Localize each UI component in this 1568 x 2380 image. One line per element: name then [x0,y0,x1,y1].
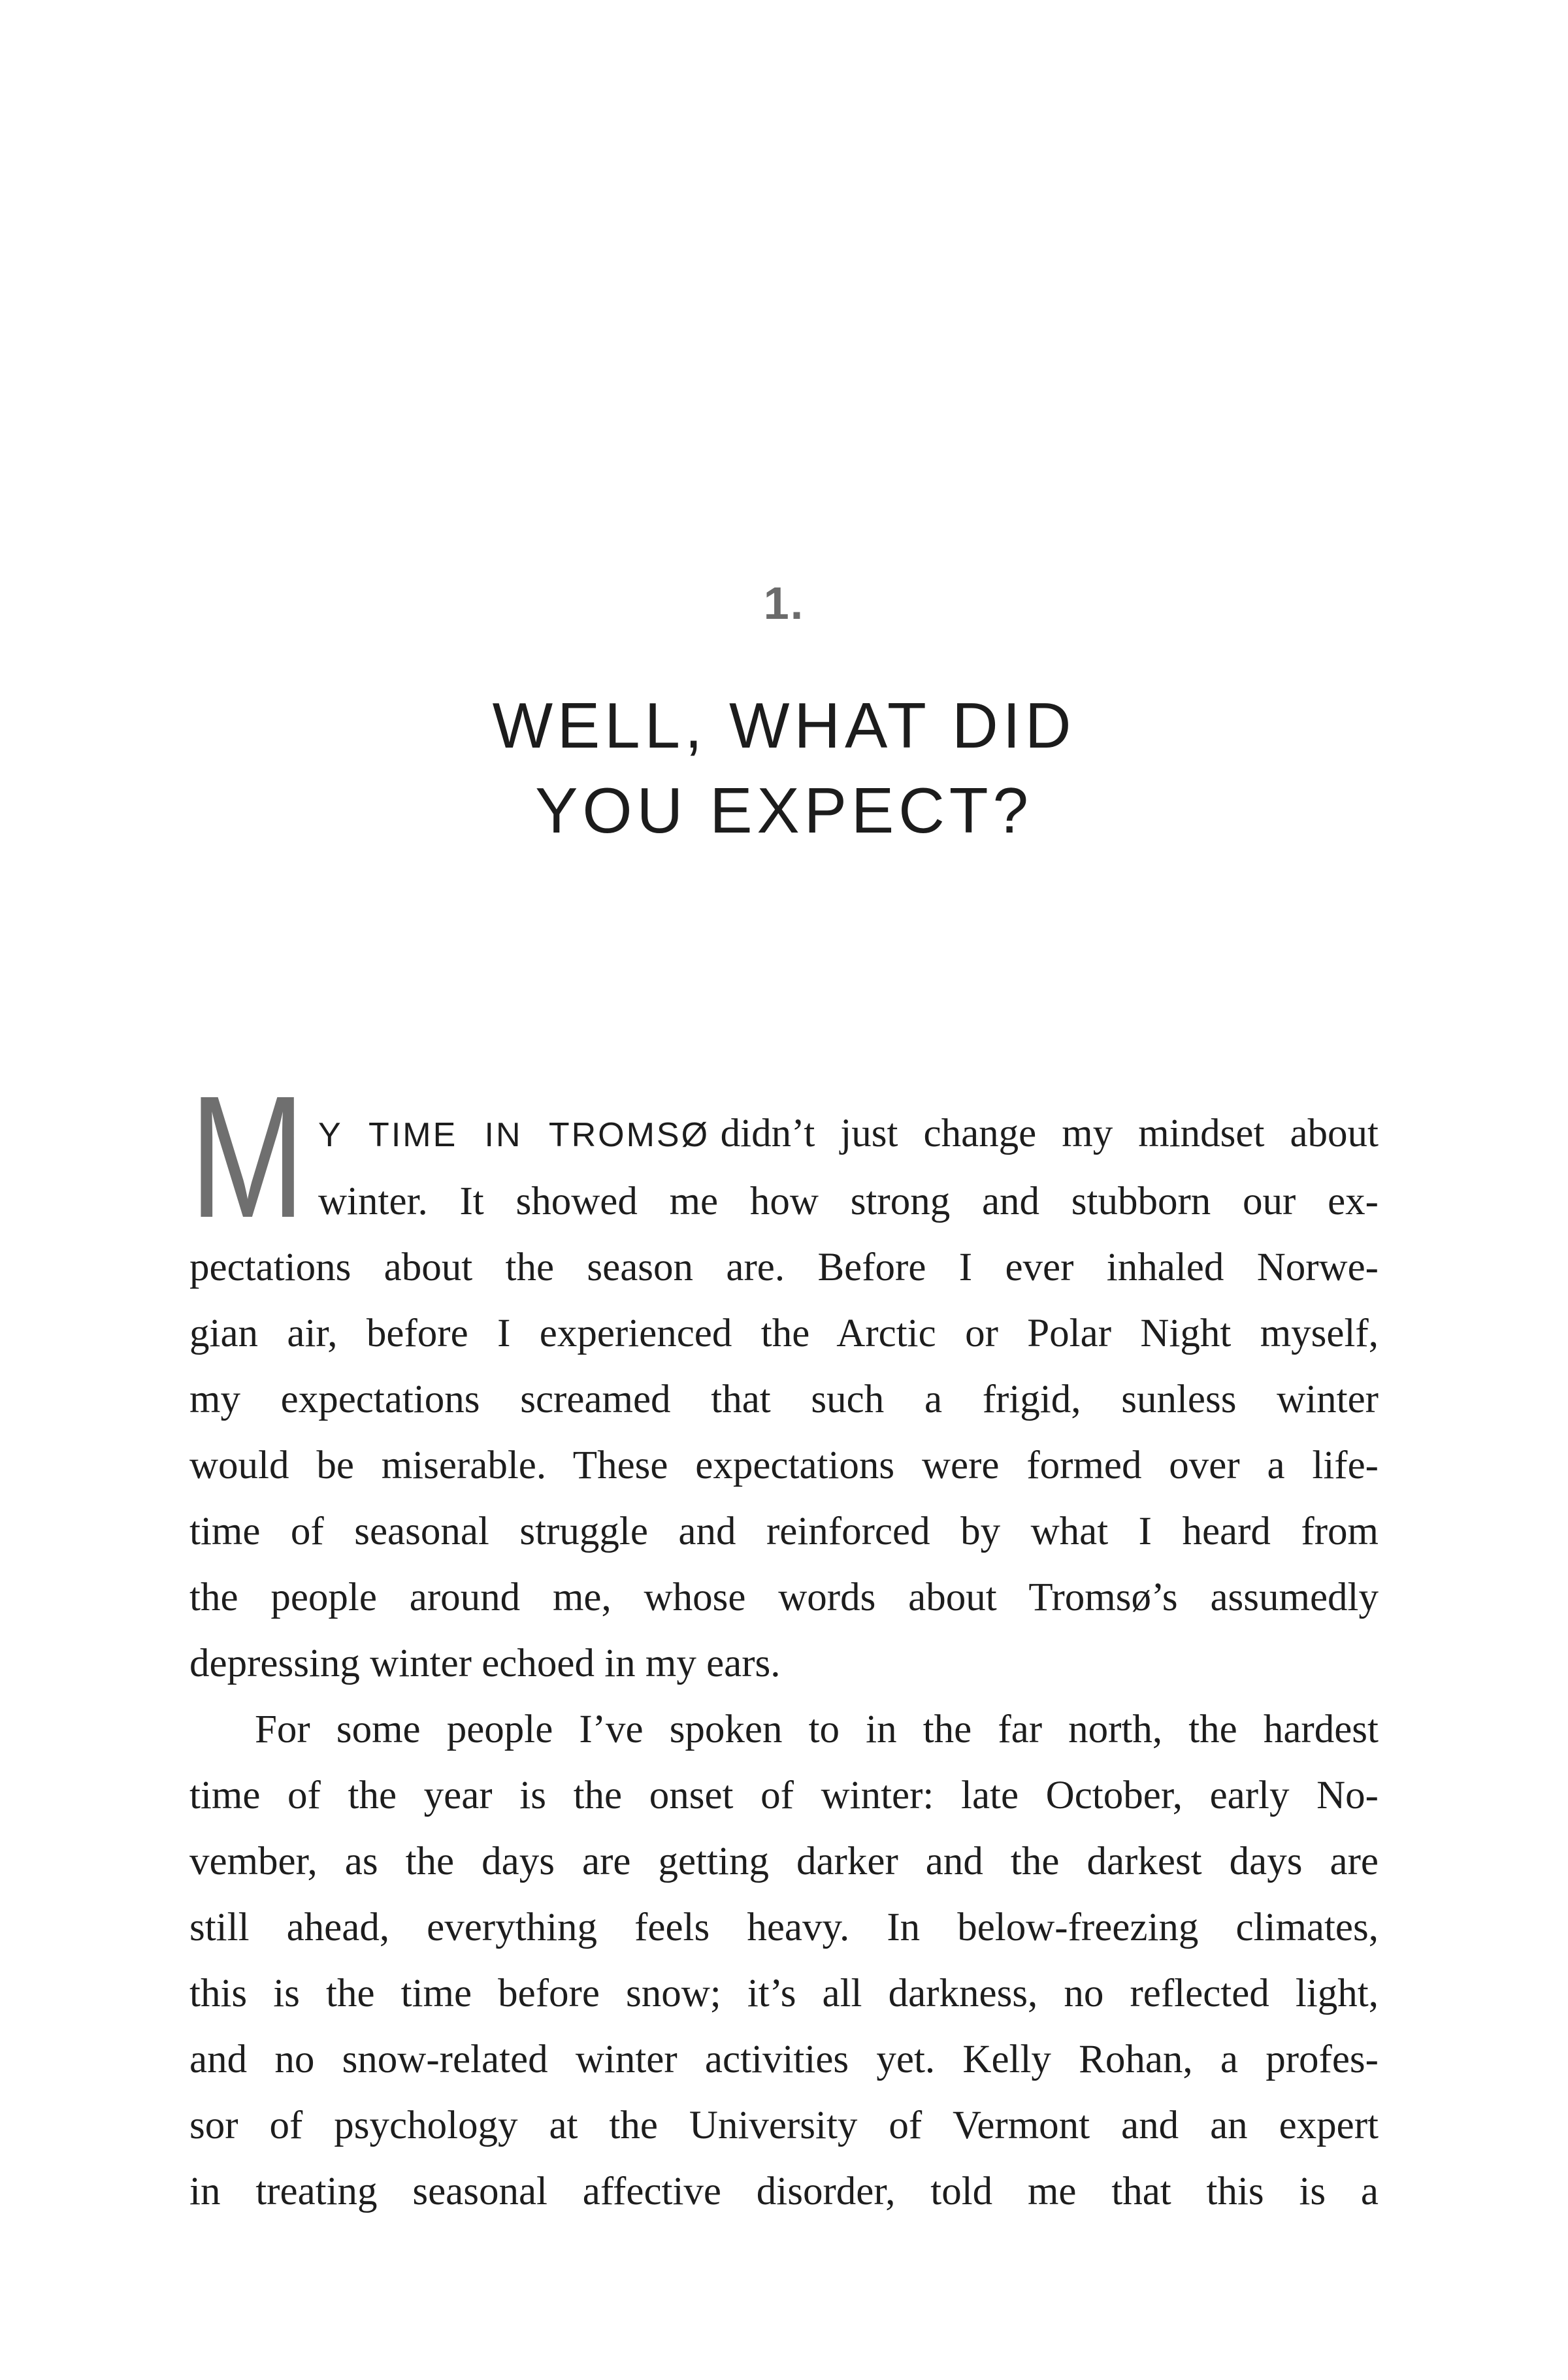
body-line: this is the time before snow; it’s all darkness, no reflected light, [189,1972,1379,2015]
body-line: and no snow-related winter activities yet. Kelly Rohan, a profes- [189,2038,1379,2081]
body-line: depressing winter echoed in my ears. [189,1642,781,1685]
body-line [189,1100,1379,1168]
paragraph-2 [189,1696,1379,2224]
chapter-title [0,683,1568,853]
body-text [189,1060,1379,2224]
body-line: gian air, before I experienced the Arctic or Polar Night myself, [189,1312,1379,1355]
body-line: vember, as the days are getting darker and the darkest days are [189,1840,1379,1883]
body-line: time of seasonal struggle and reinforced by what I heard from [189,1510,1379,1553]
chapter-title-line-1: WELL, WHAT DID [492,689,1076,761]
body-line: still ahead, everything feels heavy. In below-freezing climates, [189,1906,1379,1949]
body-line: the people around me, whose words about Tromsø’s assumedly [189,1576,1379,1619]
paragraph-1 [189,1060,1379,1696]
body-line-text: didn’t just change my mindset about [720,1112,1379,1155]
body-line: would be miserable. These expectations were formed over a life- [189,1444,1379,1487]
chapter-number: 1. [763,578,805,629]
body-line: sor of psychology at the University of Vermont and an expert [189,2104,1379,2147]
drop-cap: M [189,1060,306,1254]
body-line: winter. It showed me how strong and stubborn our ex- [318,1180,1379,1223]
lead-in-small-caps: Y TIME IN TROMSØ [318,1116,710,1154]
body-line: time of the year is the onset of winter: late October, early No- [189,1774,1379,1817]
body-line: pectations about the season are. Before I ever inhaled Norwe- [189,1246,1379,1289]
body-line: my expectations screamed that such a frigid, sunless winter [189,1378,1379,1421]
body-line: in treating seasonal affective disorder, told me that this is a [189,2170,1379,2213]
body-line: For some people I’ve spoken to in the far north, the hardest [255,1708,1379,1751]
chapter-title-line-2: YOU EXPECT? [535,774,1033,846]
